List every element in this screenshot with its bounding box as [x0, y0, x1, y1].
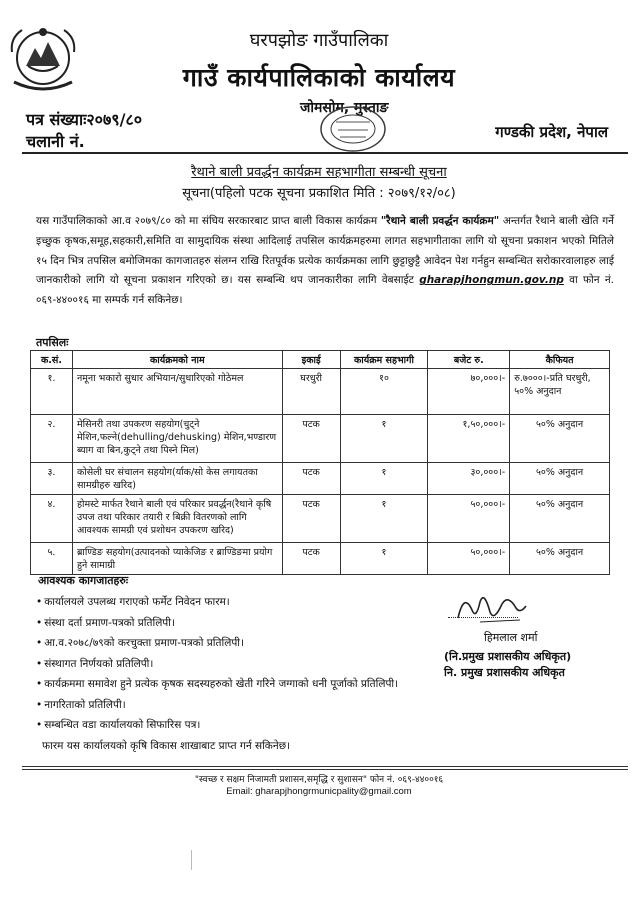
cell-sn: ३.	[31, 463, 73, 495]
cell-budget: ७०,०००।-	[428, 369, 510, 415]
form-availability-note: फारम यस कार्यालयको कृषि विकास शाखाबाट प्राप्त गर्न सकिनेछ।	[42, 739, 291, 752]
cell-participants: १	[340, 415, 428, 463]
table-row	[31, 369, 610, 415]
program-table	[30, 350, 610, 575]
cell-unit: पटक	[282, 495, 340, 543]
col-header-unit: इकाई	[282, 351, 340, 369]
cell-sn: २.	[31, 415, 73, 463]
cell-sn: ५.	[31, 543, 73, 575]
cell-remarks: ५०% अनुदान	[510, 495, 610, 543]
table-row	[31, 495, 610, 543]
cell-program: नमूना भकारो सुधार अभियान/सुधारिएको गोठेमल	[72, 369, 282, 415]
col-header-participants: कार्यक्रम सहभागी	[340, 351, 428, 369]
cell-program: ब्राण्डिङ सहयोग(उत्पादनको प्याकेजिङ र ब्राण्डिङमा प्रयोग हुने सामाग्री	[72, 543, 282, 575]
cell-unit: पटक	[282, 463, 340, 495]
cell-remarks: रु.७०००।-प्रति घरधुरी, ५०% अनुदान	[510, 369, 610, 415]
province-name: गण्डकी प्रदेश, नेपाल	[495, 123, 608, 141]
required-documents-list	[36, 592, 398, 756]
footer-divider	[22, 766, 628, 767]
notice-body-part-1: यस गाउँपालिकाको आ.व २०७९/८० को मा संघिय सरकारबाट प्राप्त बाली विकास कार्यक्रम	[36, 215, 381, 227]
website-link[interactable]: gharapjhongmun.gov.np	[419, 274, 564, 287]
cell-participants: १	[340, 463, 428, 495]
program-name: "रैथाने बाली प्रवर्द्धन कार्यक्रम"	[380, 215, 500, 227]
list-item: • आ.व.२०७८/७९को करचुक्ता प्रमाण-पत्रको प्रतिलिपी।	[36, 633, 398, 654]
cell-unit: पटक	[282, 543, 340, 575]
office-name: गाउँ कार्यपालिकाको कार्यालय	[182, 63, 456, 92]
cell-unit: पटक	[282, 415, 340, 463]
cell-program: कोसेली घर संचालन सहयोग(र्याक/सो केस लगायतका सामग्रीहरु खरिद)	[72, 463, 282, 495]
list-item: • संस्था दर्ता प्रमाण-पत्रको प्रतिलिपी।	[36, 613, 398, 634]
list-item: • कार्यक्रममा समावेश हुने प्रत्येक कृषक सदस्यहरुको खेती गरिने जग्गाको धनी पूर्जाको प्रतिलिपी।	[36, 674, 398, 695]
handwritten-signature	[450, 588, 530, 626]
cell-sn: १.	[31, 369, 73, 415]
table-header-row	[31, 351, 610, 369]
col-header-remarks: कैफियत	[510, 351, 610, 369]
cell-budget: १,५०,०००।-	[428, 415, 510, 463]
signatory-title-stamp: नि. प्रमुख प्रशासकीय अधिकृत	[444, 666, 565, 679]
notice-body-part-2: अन्तर्गत रैथाने बाली खेति गर्ने इच्छुक कृषक,समूह,सहकारी,समिति वा सामुदायिक संस्था आदिलाई तपसिल कार्यक्रमहरुमा लागत सहभागीताका लागि यो सूचना प्रकाशन भएको मितिले १५ दिन भित्र तपसिल बमोजिमका कागजातहरु संलग्न राखि रितपूर्वक प्रत्येक कार्यक्रमका लागि छुट्टाछुट्टै आवेदन पेश गर्नहुन सम्बन्धित सरोकारवालाहरु लाई जानकारीको लागि यो सूचना प्रकाशन गरिएको छ। यस सम्बन्धि थप जानकारीका लागि वेबसाईट	[36, 215, 614, 287]
notice-body-part-3: वा फोन नं. ०६९-४४००१६ मा सम्पर्क गर्न सकिनेछ।	[36, 274, 614, 307]
signatory-name: हिमलाल शर्मा	[484, 631, 538, 644]
notice-date-line: सूचना(पहिलो पटक सूचना प्रकाशित मिति : २०७९/१२/०८)	[182, 186, 456, 201]
notice-title: रैथाने बाली प्रवर्द्धन कार्यक्रम सहभागीता सम्बन्धी सूचना	[191, 165, 447, 180]
notice-body	[36, 212, 614, 311]
footer-email: Email: gharapjhongrmunicpality@gmail.com	[226, 786, 412, 797]
municipality-name: घरपझोङ गाउँपालिका	[249, 30, 389, 51]
list-item: • कार्यालयले उपलब्ध गराएको फर्मेट निवेदन फारम।	[36, 592, 398, 613]
cell-participants: १	[340, 543, 428, 575]
office-location: जोमसोम, मुस्ताङ	[300, 100, 389, 116]
cell-budget: ५०,०००।-	[428, 543, 510, 575]
col-header-sn: क.सं.	[31, 351, 73, 369]
footer-divider-2	[22, 769, 628, 770]
header-divider	[22, 152, 628, 154]
table-row	[31, 463, 610, 495]
required-documents-heading: आवश्यक कागजातहरुः	[38, 574, 129, 587]
cell-remarks: ५०% अनुदान	[510, 543, 610, 575]
table-row	[31, 543, 610, 575]
scan-mark	[191, 850, 192, 870]
signature-line	[448, 617, 518, 618]
cell-budget: ५०,०००।-	[428, 495, 510, 543]
cell-participants: १	[340, 495, 428, 543]
cell-remarks: ५०% अनुदान	[510, 415, 610, 463]
signatory-title: (नि.प्रमुख प्रशासकीय अधिकृत)	[444, 650, 572, 663]
cell-sn: ४.	[31, 495, 73, 543]
cell-budget: ३०,०००।-	[428, 463, 510, 495]
list-item: • संस्थागत निर्णयको प्रतिलिपी।	[36, 654, 398, 675]
cell-program: मेसिनरी तथा उपकरण सहयोग(चुट्ने मेशिन,फल्ने(dehulling/dehusking) मेशिन,भण्डारण ब्याग वा बिन,कुट्ने तथा पिस्ने मिल)	[72, 415, 282, 463]
col-header-program: कार्यक्रमको नाम	[72, 351, 282, 369]
table-row	[31, 415, 610, 463]
list-item: • सम्बन्धित वडा कार्यालयको सिफारिस पत्र।	[36, 715, 398, 736]
reference-number: पत्र संख्याः२०७९/८०	[26, 110, 143, 129]
dispatch-number: चलानी नं.	[26, 132, 85, 151]
footer-slogan: "स्वच्छ र सक्षम निजामती प्रशासन,समृद्धि र सुशासन" फोन नं. ०६९-४४००१६	[194, 775, 444, 785]
col-header-budget: बजेट रु.	[428, 351, 510, 369]
cell-program: होमस्टे मार्फत रैथाने बाली एवं परिकार प्रवर्द्धन(रैथाने कृषि उपज तथा परिकार तयारी र बिक्री वितरणको लागि आवश्यक सामग्री एवं प्रशोधन उपकरण खरिद)	[72, 495, 282, 543]
list-item: • नागरिताको प्रतिलिपी।	[36, 695, 398, 716]
details-label: तपसिलः	[36, 336, 69, 349]
cell-remarks: ५०% अनुदान	[510, 463, 610, 495]
office-seal-stamp	[318, 104, 388, 154]
cell-unit: घरधुरी	[282, 369, 340, 415]
cell-participants: १०	[340, 369, 428, 415]
